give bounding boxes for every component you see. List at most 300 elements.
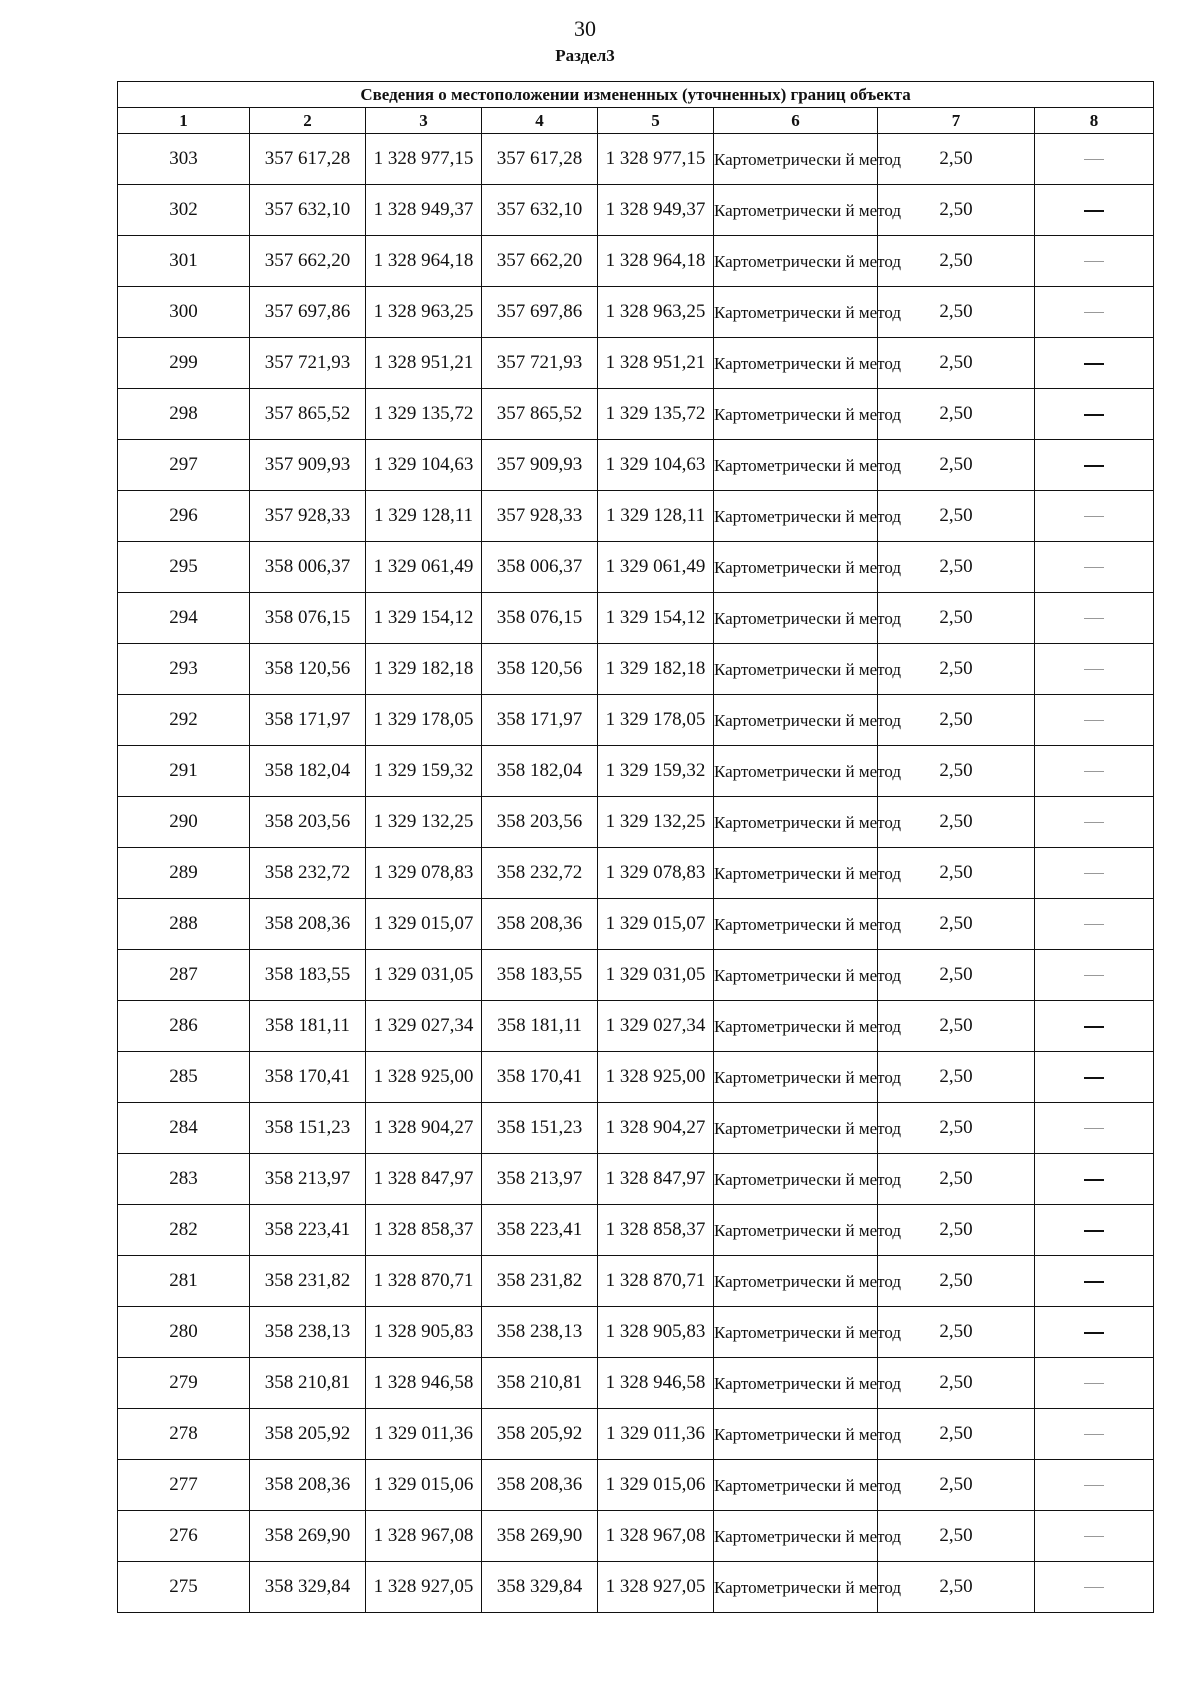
coord-x-refined-cell: 358 329,84 bbox=[482, 1562, 598, 1613]
coord-x-cell: 357 721,93 bbox=[250, 338, 366, 389]
coord-y-cell: 1 329 011,36 bbox=[366, 1409, 482, 1460]
dash-mark bbox=[1084, 159, 1104, 160]
dash-mark bbox=[1084, 261, 1104, 262]
coord-x-refined-cell: 358 076,15 bbox=[482, 593, 598, 644]
method-cell: Картометрически й метод bbox=[714, 848, 878, 899]
coord-x-cell: 357 632,10 bbox=[250, 185, 366, 236]
coord-y-cell: 1 328 905,83 bbox=[366, 1307, 482, 1358]
coord-x-refined-cell: 358 203,56 bbox=[482, 797, 598, 848]
column-number: 4 bbox=[482, 108, 598, 134]
coord-y-refined-cell: 1 329 031,05 bbox=[598, 950, 714, 1001]
coord-x-cell: 358 006,37 bbox=[250, 542, 366, 593]
method-cell: Картометрически й метод bbox=[714, 287, 878, 338]
description-cell bbox=[1035, 1001, 1154, 1052]
dash-mark bbox=[1084, 1485, 1104, 1486]
precision-cell: 2,50 bbox=[878, 1205, 1035, 1256]
coord-x-refined-cell: 358 006,37 bbox=[482, 542, 598, 593]
point-number-cell: 302 bbox=[118, 185, 250, 236]
coord-x-refined-cell: 357 632,10 bbox=[482, 185, 598, 236]
coord-y-refined-cell: 1 328 847,97 bbox=[598, 1154, 714, 1205]
coord-y-cell: 1 328 949,37 bbox=[366, 185, 482, 236]
coord-x-cell: 358 232,72 bbox=[250, 848, 366, 899]
coord-y-refined-cell: 1 328 951,21 bbox=[598, 338, 714, 389]
method-cell: Картометрически й метод bbox=[714, 1358, 878, 1409]
precision-cell: 2,50 bbox=[878, 1511, 1035, 1562]
coord-y-refined-cell: 1 329 104,63 bbox=[598, 440, 714, 491]
dash-mark bbox=[1084, 1128, 1104, 1129]
precision-cell: 2,50 bbox=[878, 1052, 1035, 1103]
dash-mark bbox=[1084, 1230, 1104, 1232]
coord-x-refined-cell: 358 232,72 bbox=[482, 848, 598, 899]
description-cell bbox=[1035, 287, 1154, 338]
method-cell: Картометрически й метод bbox=[714, 491, 878, 542]
coord-x-cell: 358 170,41 bbox=[250, 1052, 366, 1103]
coord-y-refined-cell: 1 328 964,18 bbox=[598, 236, 714, 287]
method-cell: Картометрически й метод bbox=[714, 593, 878, 644]
coord-x-refined-cell: 358 120,56 bbox=[482, 644, 598, 695]
precision-cell: 2,50 bbox=[878, 1154, 1035, 1205]
description-cell bbox=[1035, 746, 1154, 797]
dash-mark bbox=[1084, 465, 1104, 467]
coord-x-refined-cell: 358 223,41 bbox=[482, 1205, 598, 1256]
table-caption-row bbox=[118, 82, 1154, 108]
coord-y-cell: 1 328 925,00 bbox=[366, 1052, 482, 1103]
coord-y-cell: 1 329 078,83 bbox=[366, 848, 482, 899]
point-number-cell: 301 bbox=[118, 236, 250, 287]
coord-x-cell: 357 662,20 bbox=[250, 236, 366, 287]
description-cell bbox=[1035, 1154, 1154, 1205]
description-cell bbox=[1035, 644, 1154, 695]
description-cell bbox=[1035, 542, 1154, 593]
coord-y-refined-cell: 1 328 949,37 bbox=[598, 185, 714, 236]
precision-cell: 2,50 bbox=[878, 338, 1035, 389]
dash-mark bbox=[1084, 618, 1104, 619]
coord-y-cell: 1 329 015,07 bbox=[366, 899, 482, 950]
coord-x-refined-cell: 357 697,86 bbox=[482, 287, 598, 338]
coord-y-refined-cell: 1 329 132,25 bbox=[598, 797, 714, 848]
coord-y-refined-cell: 1 329 078,83 bbox=[598, 848, 714, 899]
method-cell: Картометрически й метод bbox=[714, 1409, 878, 1460]
precision-cell: 2,50 bbox=[878, 542, 1035, 593]
table-row bbox=[118, 899, 1154, 950]
coord-y-cell: 1 328 904,27 bbox=[366, 1103, 482, 1154]
coord-x-refined-cell: 357 909,93 bbox=[482, 440, 598, 491]
coord-y-refined-cell: 1 328 963,25 bbox=[598, 287, 714, 338]
point-number-cell: 292 bbox=[118, 695, 250, 746]
coord-y-cell: 1 328 963,25 bbox=[366, 287, 482, 338]
table-row bbox=[118, 287, 1154, 338]
coord-y-refined-cell: 1 329 159,32 bbox=[598, 746, 714, 797]
point-number-cell: 286 bbox=[118, 1001, 250, 1052]
description-cell bbox=[1035, 695, 1154, 746]
column-number: 7 bbox=[878, 108, 1035, 134]
coord-x-cell: 357 909,93 bbox=[250, 440, 366, 491]
coord-x-cell: 358 213,97 bbox=[250, 1154, 366, 1205]
method-cell: Картометрически й метод bbox=[714, 440, 878, 491]
column-number: 1 bbox=[118, 108, 250, 134]
description-cell bbox=[1035, 1052, 1154, 1103]
description-cell bbox=[1035, 134, 1154, 185]
precision-cell: 2,50 bbox=[878, 1256, 1035, 1307]
precision-cell: 2,50 bbox=[878, 389, 1035, 440]
dash-mark bbox=[1084, 669, 1104, 670]
table-row bbox=[118, 1052, 1154, 1103]
coord-x-cell: 358 231,82 bbox=[250, 1256, 366, 1307]
point-number-cell: 277 bbox=[118, 1460, 250, 1511]
method-cell: Картометрически й метод bbox=[714, 1205, 878, 1256]
description-cell bbox=[1035, 899, 1154, 950]
coord-y-cell: 1 329 135,72 bbox=[366, 389, 482, 440]
coord-y-cell: 1 329 104,63 bbox=[366, 440, 482, 491]
coord-y-refined-cell: 1 329 061,49 bbox=[598, 542, 714, 593]
method-cell: Картометрически й метод bbox=[714, 746, 878, 797]
table-row bbox=[118, 1562, 1154, 1613]
coord-y-refined-cell: 1 328 870,71 bbox=[598, 1256, 714, 1307]
method-cell: Картометрически й метод bbox=[714, 1562, 878, 1613]
table-row bbox=[118, 1409, 1154, 1460]
precision-cell: 2,50 bbox=[878, 1307, 1035, 1358]
precision-cell: 2,50 bbox=[878, 899, 1035, 950]
coord-y-refined-cell: 1 328 927,05 bbox=[598, 1562, 714, 1613]
method-cell: Картометрически й метод bbox=[714, 1052, 878, 1103]
coord-y-cell: 1 328 847,97 bbox=[366, 1154, 482, 1205]
precision-cell: 2,50 bbox=[878, 644, 1035, 695]
table-row bbox=[118, 338, 1154, 389]
dash-mark bbox=[1084, 1434, 1104, 1435]
method-cell: Картометрически й метод bbox=[714, 1460, 878, 1511]
coord-x-cell: 358 120,56 bbox=[250, 644, 366, 695]
precision-cell: 2,50 bbox=[878, 491, 1035, 542]
coord-y-cell: 1 329 182,18 bbox=[366, 644, 482, 695]
point-number-cell: 280 bbox=[118, 1307, 250, 1358]
coord-y-refined-cell: 1 329 015,07 bbox=[598, 899, 714, 950]
coord-x-cell: 358 238,13 bbox=[250, 1307, 366, 1358]
description-cell bbox=[1035, 797, 1154, 848]
table-row bbox=[118, 1154, 1154, 1205]
coord-y-cell: 1 328 858,37 bbox=[366, 1205, 482, 1256]
table-row bbox=[118, 491, 1154, 542]
point-number-cell: 297 bbox=[118, 440, 250, 491]
precision-cell: 2,50 bbox=[878, 134, 1035, 185]
precision-cell: 2,50 bbox=[878, 593, 1035, 644]
precision-cell: 2,50 bbox=[878, 950, 1035, 1001]
coord-y-cell: 1 328 951,21 bbox=[366, 338, 482, 389]
description-cell bbox=[1035, 1409, 1154, 1460]
table-row bbox=[118, 695, 1154, 746]
description-cell bbox=[1035, 1103, 1154, 1154]
table-row bbox=[118, 1511, 1154, 1562]
coord-y-cell: 1 328 870,71 bbox=[366, 1256, 482, 1307]
table-row bbox=[118, 797, 1154, 848]
coord-y-cell: 1 329 154,12 bbox=[366, 593, 482, 644]
description-cell bbox=[1035, 1562, 1154, 1613]
description-cell bbox=[1035, 950, 1154, 1001]
coord-y-refined-cell: 1 328 977,15 bbox=[598, 134, 714, 185]
method-cell: Картометрически й метод bbox=[714, 797, 878, 848]
coord-x-cell: 358 329,84 bbox=[250, 1562, 366, 1613]
coord-y-refined-cell: 1 328 925,00 bbox=[598, 1052, 714, 1103]
coord-x-refined-cell: 357 662,20 bbox=[482, 236, 598, 287]
dash-mark bbox=[1084, 516, 1104, 517]
method-cell: Картометрически й метод bbox=[714, 236, 878, 287]
precision-cell: 2,50 bbox=[878, 848, 1035, 899]
description-cell bbox=[1035, 338, 1154, 389]
method-cell: Картометрически й метод bbox=[714, 389, 878, 440]
point-number-cell: 290 bbox=[118, 797, 250, 848]
coord-y-refined-cell: 1 329 027,34 bbox=[598, 1001, 714, 1052]
point-number-cell: 275 bbox=[118, 1562, 250, 1613]
point-number-cell: 279 bbox=[118, 1358, 250, 1409]
dash-mark bbox=[1084, 1383, 1104, 1384]
description-cell bbox=[1035, 440, 1154, 491]
point-number-cell: 296 bbox=[118, 491, 250, 542]
precision-cell: 2,50 bbox=[878, 1460, 1035, 1511]
table-row bbox=[118, 950, 1154, 1001]
coord-y-refined-cell: 1 328 946,58 bbox=[598, 1358, 714, 1409]
coord-x-cell: 358 210,81 bbox=[250, 1358, 366, 1409]
point-number-cell: 289 bbox=[118, 848, 250, 899]
precision-cell: 2,50 bbox=[878, 185, 1035, 236]
coord-x-refined-cell: 357 721,93 bbox=[482, 338, 598, 389]
coord-y-cell: 1 328 977,15 bbox=[366, 134, 482, 185]
description-cell bbox=[1035, 185, 1154, 236]
table-row bbox=[118, 389, 1154, 440]
coord-x-refined-cell: 358 208,36 bbox=[482, 899, 598, 950]
coord-y-cell: 1 329 027,34 bbox=[366, 1001, 482, 1052]
coord-y-refined-cell: 1 329 011,36 bbox=[598, 1409, 714, 1460]
method-cell: Картометрически й метод bbox=[714, 644, 878, 695]
coord-y-refined-cell: 1 328 967,08 bbox=[598, 1511, 714, 1562]
dash-mark bbox=[1084, 1281, 1104, 1283]
precision-cell: 2,50 bbox=[878, 1358, 1035, 1409]
table-row bbox=[118, 542, 1154, 593]
dash-mark bbox=[1084, 567, 1104, 568]
coord-y-cell: 1 328 967,08 bbox=[366, 1511, 482, 1562]
coord-x-refined-cell: 358 269,90 bbox=[482, 1511, 598, 1562]
precision-cell: 2,50 bbox=[878, 236, 1035, 287]
table-caption: Сведения о местоположении измененных (уточненных) границ объекта bbox=[118, 82, 1154, 108]
coord-x-cell: 358 208,36 bbox=[250, 899, 366, 950]
point-number-cell: 288 bbox=[118, 899, 250, 950]
method-cell: Картометрически й метод bbox=[714, 134, 878, 185]
dash-mark bbox=[1084, 924, 1104, 925]
point-number-cell: 278 bbox=[118, 1409, 250, 1460]
table-row bbox=[118, 1256, 1154, 1307]
column-number: 6 bbox=[714, 108, 878, 134]
coord-x-cell: 358 076,15 bbox=[250, 593, 366, 644]
precision-cell: 2,50 bbox=[878, 1001, 1035, 1052]
point-number-cell: 299 bbox=[118, 338, 250, 389]
method-cell: Картометрически й метод bbox=[714, 1001, 878, 1052]
coord-y-refined-cell: 1 329 015,06 bbox=[598, 1460, 714, 1511]
point-number-cell: 282 bbox=[118, 1205, 250, 1256]
description-cell bbox=[1035, 1256, 1154, 1307]
description-cell bbox=[1035, 1460, 1154, 1511]
coord-y-cell: 1 329 061,49 bbox=[366, 542, 482, 593]
description-cell bbox=[1035, 1205, 1154, 1256]
precision-cell: 2,50 bbox=[878, 1103, 1035, 1154]
coord-x-cell: 358 203,56 bbox=[250, 797, 366, 848]
coord-x-refined-cell: 358 210,81 bbox=[482, 1358, 598, 1409]
point-number-cell: 285 bbox=[118, 1052, 250, 1103]
coord-x-refined-cell: 358 183,55 bbox=[482, 950, 598, 1001]
dash-mark bbox=[1084, 1587, 1104, 1588]
precision-cell: 2,50 bbox=[878, 695, 1035, 746]
point-number-cell: 283 bbox=[118, 1154, 250, 1205]
dash-mark bbox=[1084, 312, 1104, 313]
coord-y-cell: 1 328 946,58 bbox=[366, 1358, 482, 1409]
method-cell: Картометрически й метод bbox=[714, 185, 878, 236]
coord-x-cell: 358 205,92 bbox=[250, 1409, 366, 1460]
table-row bbox=[118, 1307, 1154, 1358]
precision-cell: 2,50 bbox=[878, 1562, 1035, 1613]
dash-mark bbox=[1084, 771, 1104, 772]
coord-x-refined-cell: 358 231,82 bbox=[482, 1256, 598, 1307]
coord-x-cell: 358 182,04 bbox=[250, 746, 366, 797]
column-number: 2 bbox=[250, 108, 366, 134]
coord-x-cell: 358 151,23 bbox=[250, 1103, 366, 1154]
method-cell: Картометрически й метод bbox=[714, 542, 878, 593]
method-cell: Картометрически й метод bbox=[714, 1154, 878, 1205]
coord-x-cell: 357 928,33 bbox=[250, 491, 366, 542]
coord-x-refined-cell: 357 928,33 bbox=[482, 491, 598, 542]
dash-mark bbox=[1084, 1179, 1104, 1181]
dash-mark bbox=[1084, 873, 1104, 874]
precision-cell: 2,50 bbox=[878, 1409, 1035, 1460]
description-cell bbox=[1035, 389, 1154, 440]
coord-x-refined-cell: 358 182,04 bbox=[482, 746, 598, 797]
page-number: 30 bbox=[574, 16, 596, 41]
description-cell bbox=[1035, 236, 1154, 287]
description-cell bbox=[1035, 1307, 1154, 1358]
table-row bbox=[118, 185, 1154, 236]
dash-mark bbox=[1084, 363, 1104, 365]
table-row bbox=[118, 746, 1154, 797]
dash-mark bbox=[1084, 1536, 1104, 1537]
point-number-cell: 295 bbox=[118, 542, 250, 593]
table-row bbox=[118, 1205, 1154, 1256]
table-row bbox=[118, 1358, 1154, 1409]
point-number-cell: 284 bbox=[118, 1103, 250, 1154]
description-cell bbox=[1035, 491, 1154, 542]
description-cell bbox=[1035, 1511, 1154, 1562]
table-row bbox=[118, 236, 1154, 287]
point-number-cell: 293 bbox=[118, 644, 250, 695]
coord-y-refined-cell: 1 329 154,12 bbox=[598, 593, 714, 644]
coord-y-cell: 1 329 015,06 bbox=[366, 1460, 482, 1511]
table-row bbox=[118, 593, 1154, 644]
coord-x-refined-cell: 358 238,13 bbox=[482, 1307, 598, 1358]
coord-x-refined-cell: 358 171,97 bbox=[482, 695, 598, 746]
precision-cell: 2,50 bbox=[878, 797, 1035, 848]
point-number-cell: 276 bbox=[118, 1511, 250, 1562]
dash-mark bbox=[1084, 1026, 1104, 1028]
coord-y-refined-cell: 1 328 858,37 bbox=[598, 1205, 714, 1256]
boundary-coordinates-table bbox=[117, 81, 1154, 1613]
point-number-cell: 303 bbox=[118, 134, 250, 185]
coord-x-cell: 358 181,11 bbox=[250, 1001, 366, 1052]
precision-cell: 2,50 bbox=[878, 746, 1035, 797]
table-body bbox=[118, 134, 1154, 1613]
table-row bbox=[118, 848, 1154, 899]
method-cell: Картометрически й метод bbox=[714, 950, 878, 1001]
coord-y-cell: 1 329 132,25 bbox=[366, 797, 482, 848]
coord-x-refined-cell: 358 213,97 bbox=[482, 1154, 598, 1205]
table-row bbox=[118, 1460, 1154, 1511]
coord-x-cell: 358 208,36 bbox=[250, 1460, 366, 1511]
coord-y-refined-cell: 1 328 905,83 bbox=[598, 1307, 714, 1358]
coord-x-refined-cell: 358 181,11 bbox=[482, 1001, 598, 1052]
coord-x-refined-cell: 357 865,52 bbox=[482, 389, 598, 440]
coord-y-refined-cell: 1 329 128,11 bbox=[598, 491, 714, 542]
method-cell: Картометрически й метод bbox=[714, 695, 878, 746]
table-row bbox=[118, 440, 1154, 491]
column-number: 3 bbox=[366, 108, 482, 134]
coord-x-cell: 357 697,86 bbox=[250, 287, 366, 338]
coord-x-cell: 357 617,28 bbox=[250, 134, 366, 185]
point-number-cell: 291 bbox=[118, 746, 250, 797]
method-cell: Картометрически й метод bbox=[714, 1307, 878, 1358]
coord-y-cell: 1 329 159,32 bbox=[366, 746, 482, 797]
description-cell bbox=[1035, 1358, 1154, 1409]
column-number: 8 bbox=[1035, 108, 1154, 134]
coord-y-cell: 1 329 178,05 bbox=[366, 695, 482, 746]
coord-y-refined-cell: 1 329 178,05 bbox=[598, 695, 714, 746]
coord-y-refined-cell: 1 329 182,18 bbox=[598, 644, 714, 695]
coord-y-refined-cell: 1 329 135,72 bbox=[598, 389, 714, 440]
method-cell: Картометрически й метод bbox=[714, 899, 878, 950]
section-title: Раздел3 bbox=[555, 46, 615, 65]
dash-mark bbox=[1084, 210, 1104, 212]
dash-mark bbox=[1084, 1332, 1104, 1334]
dash-mark bbox=[1084, 414, 1104, 416]
coord-y-cell: 1 329 031,05 bbox=[366, 950, 482, 1001]
coord-x-cell: 358 183,55 bbox=[250, 950, 366, 1001]
description-cell bbox=[1035, 593, 1154, 644]
method-cell: Картометрически й метод bbox=[714, 1256, 878, 1307]
dash-mark bbox=[1084, 720, 1104, 721]
dash-mark bbox=[1084, 822, 1104, 823]
coord-x-cell: 358 223,41 bbox=[250, 1205, 366, 1256]
coord-y-cell: 1 329 128,11 bbox=[366, 491, 482, 542]
point-number-cell: 294 bbox=[118, 593, 250, 644]
coord-x-refined-cell: 358 205,92 bbox=[482, 1409, 598, 1460]
method-cell: Картометрически й метод bbox=[714, 338, 878, 389]
coord-x-cell: 358 171,97 bbox=[250, 695, 366, 746]
column-number: 5 bbox=[598, 108, 714, 134]
coord-x-refined-cell: 358 170,41 bbox=[482, 1052, 598, 1103]
dash-mark bbox=[1084, 975, 1104, 976]
coord-y-refined-cell: 1 328 904,27 bbox=[598, 1103, 714, 1154]
coord-x-cell: 358 269,90 bbox=[250, 1511, 366, 1562]
point-number-cell: 300 bbox=[118, 287, 250, 338]
table-row bbox=[118, 134, 1154, 185]
table-row bbox=[118, 644, 1154, 695]
method-cell: Картометрически й метод bbox=[714, 1511, 878, 1562]
point-number-cell: 281 bbox=[118, 1256, 250, 1307]
coord-x-refined-cell: 358 151,23 bbox=[482, 1103, 598, 1154]
coord-x-refined-cell: 358 208,36 bbox=[482, 1460, 598, 1511]
precision-cell: 2,50 bbox=[878, 287, 1035, 338]
coord-x-refined-cell: 357 617,28 bbox=[482, 134, 598, 185]
point-number-cell: 287 bbox=[118, 950, 250, 1001]
table-row bbox=[118, 1103, 1154, 1154]
coord-y-cell: 1 328 964,18 bbox=[366, 236, 482, 287]
table-row bbox=[118, 1001, 1154, 1052]
column-number-row bbox=[118, 108, 1154, 134]
precision-cell: 2,50 bbox=[878, 440, 1035, 491]
point-number-cell: 298 bbox=[118, 389, 250, 440]
